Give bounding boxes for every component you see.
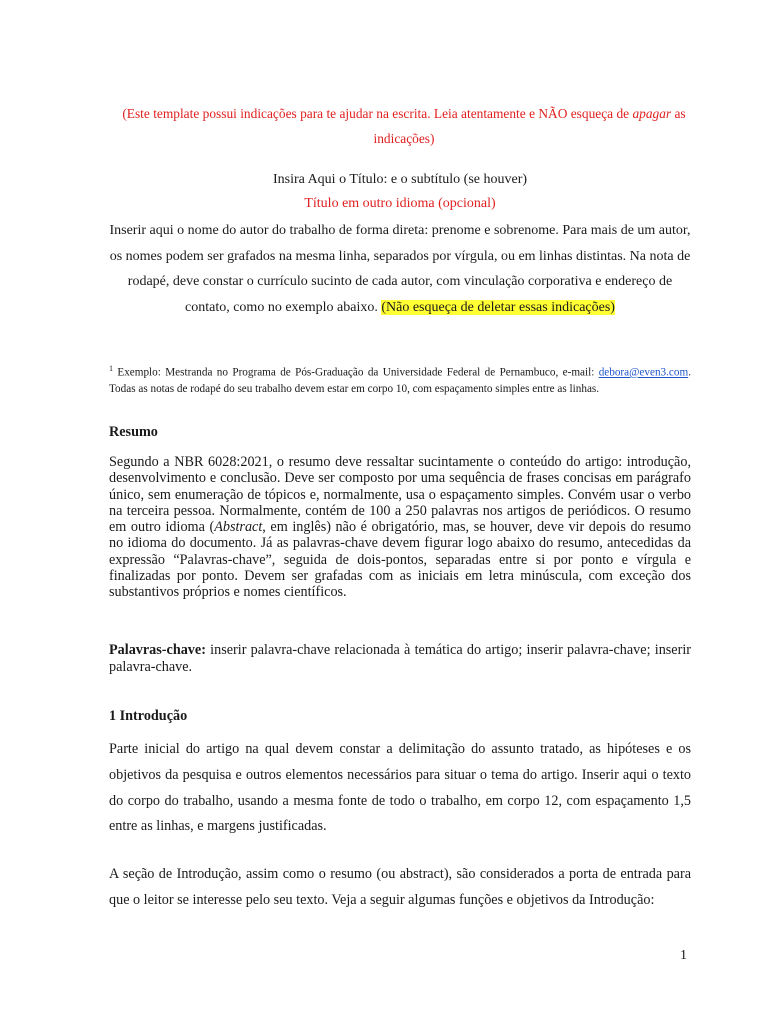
authors-paragraph bbox=[109, 218, 691, 320]
abstract-text-1: Segundo a NBR 6028:2021, o resumo deve ressaltar sucintamente o conteúdo do artigo: introdução, desenvolvimento e conclusão. Deve ser composto por uma sequência de frases concisas em parágrafo único, sem enumeração de tópicos e, normalmente, usa o espaçamento simples. Convém usar o verbo na terceira pessoa. Normalmente, contém de 100 a 250 palavras nos artigos de periódicos. O resumo em outro idioma ( bbox=[109, 454, 691, 536]
abstract-text-2: , em inglês) não é obrigatório, mas, se houver, deve vir depois do resumo no idioma do documento. Já as palavras-chave devem figurar logo abaixo do resumo, antecedidas da expressão “Palavras-chave”, seguida de dois-pontos, separadas entre si por ponto e vírgula e finalizadas por ponto. Devem ser grafadas com as iniciais em letra minúscula, com exceção dos substantivos próprios e nomes científicos. bbox=[109, 519, 691, 601]
footnote bbox=[109, 361, 691, 397]
abstract-paragraph bbox=[109, 454, 691, 601]
template-instructions bbox=[100, 101, 708, 151]
authors-highlight-note: (Não esqueça de deletar essas indicações) bbox=[381, 299, 615, 315]
keywords-text: inserir palavra-chave relacionada à temática do artigo; inserir palavra-chave; inserir palavra-chave. bbox=[109, 642, 691, 675]
instructions-italic: apagar bbox=[632, 106, 672, 121]
introduction-paragraph-1: Parte inicial do artigo na qual devem constar a delimitação do assunto tratado, as hipóteses e os objetivos da pesquisa e outros elementos necessários para situar o tema do artigo. Inserir aqui o texto do corpo do trabalho, usando a mesma fonte de todo o trabalho, em corpo 12, com espaçamento 1,5 entre as linhas, e margens justificadas. bbox=[109, 741, 691, 835]
document-title: Insira Aqui o Título: e o subtítulo (se houver) bbox=[272, 172, 528, 187]
introduction-heading: 1 Introdução bbox=[109, 708, 188, 724]
page-number: 1 bbox=[680, 948, 687, 963]
footnote-marker: 1 bbox=[109, 364, 113, 373]
introduction-paragraph-2: A seção de Introdução, assim como o resumo (ou abstract), são considerados a porta de entrada para que o leitor se interesse pelo seu texto. Veja a seguir algumas funções e objetivos da Introdução: bbox=[109, 866, 691, 908]
footnote-text-2: . Todas as notas de rodapé do seu trabalho devem estar em corpo 10, com espaçamento simples entre as linhas. bbox=[109, 366, 691, 395]
keywords-paragraph bbox=[109, 642, 691, 675]
authors-text: Inserir aqui o nome do autor do trabalho de forma direta: prenome e sobrenome. Para mais de um autor, os nomes podem ser grafados na mesma linha, separados por vírgula, ou em linhas distintas. Na nota de rodapé, deve constar o currículo sucinto de cada autor, com vinculação corporativa e endereço de contato, como no exemplo abaixo. bbox=[109, 223, 691, 315]
footnote-text-1: Exemplo: Mestranda no Programa de Pós-Graduação da Universidade Federal de Pernambuco, e-mail: bbox=[113, 366, 599, 379]
keywords-label: Palavras-chave: bbox=[109, 642, 206, 658]
footnote-email-link[interactable]: debora@even3.com bbox=[598, 366, 689, 379]
title-other-language: Título em outro idioma (opcional) bbox=[304, 196, 496, 211]
abstract-italic: Abstract bbox=[214, 519, 263, 536]
instructions-text-2: as indicações) bbox=[373, 106, 686, 146]
instructions-text-1: (Este template possui indicações para te ajudar na escrita. Leia atentamente e NÃO esqueça de bbox=[122, 106, 633, 121]
abstract-heading: Resumo bbox=[109, 424, 158, 440]
